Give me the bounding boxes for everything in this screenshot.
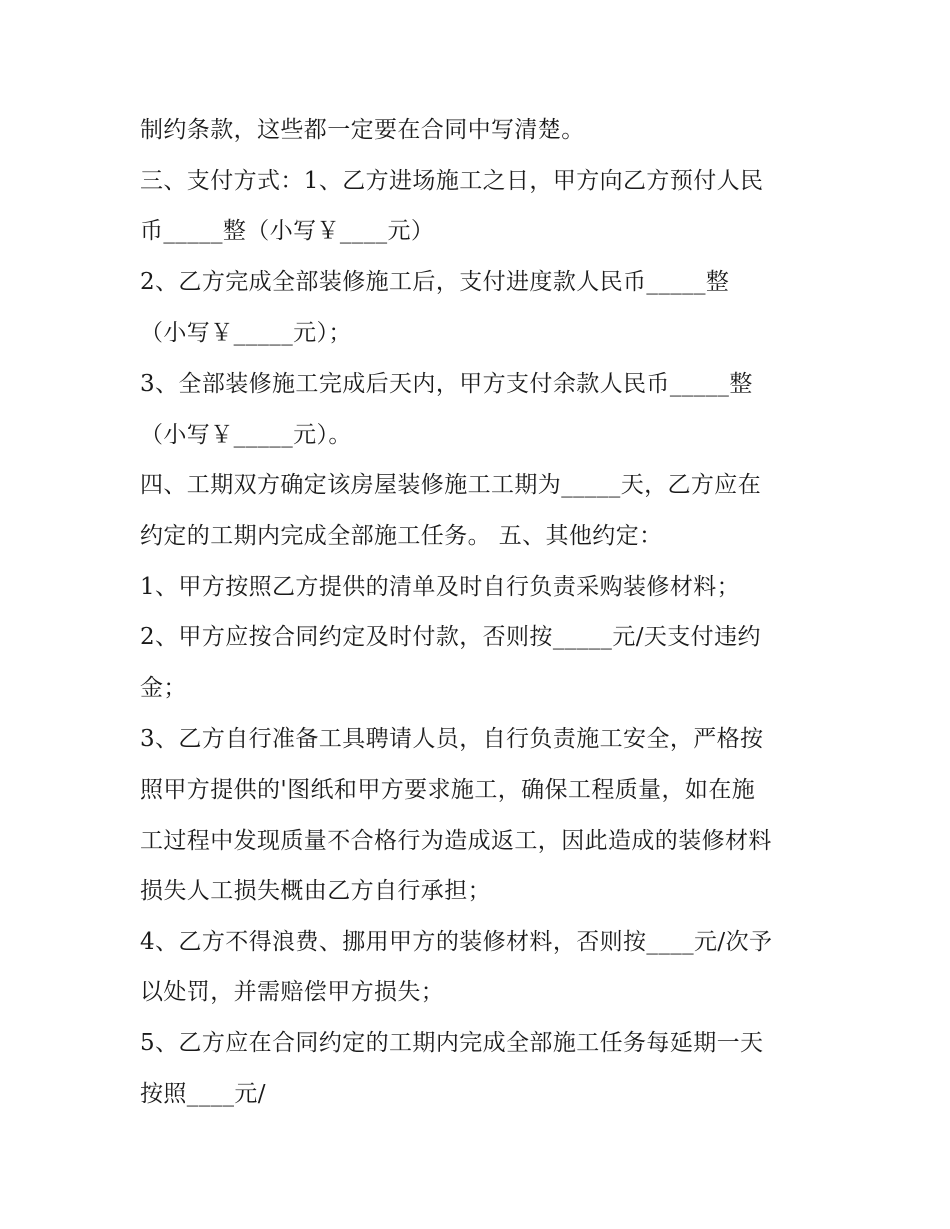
text-line: 四、工期双方确定该房屋装修施工工期为_____天，乙方应在 — [140, 472, 762, 498]
text-line: 1、甲方按照乙方提供的清单及时自行负责采购装修材料； — [140, 574, 741, 600]
text-line: 制约条款，这些都一定要在合同中写清楚。 — [140, 117, 585, 143]
text-line: 币_____整（小写￥____元） — [140, 218, 435, 244]
text-line: 约定的工期内完成全部施工任务。 五、其他约定： — [140, 523, 663, 549]
text-line: 工过程中发现质量不合格行为造成返工，因此造成的装修材料 — [140, 828, 772, 854]
text-line: 以处罚，并需赔偿甲方损失； — [140, 979, 445, 1005]
text-line: （小写￥_____元）。 — [140, 422, 352, 448]
text-line: 2、乙方完成全部装修施工后，支付进度款人民币_____整 — [140, 269, 730, 295]
text-line: 2、甲方应按合同约定及时付款，否则按_____元/天支付违约 — [140, 624, 761, 650]
text-line: 5、乙方应在合同约定的工期内完成全部施工任务每延期一天 — [140, 1030, 764, 1056]
text-line: 损失人工损失概由乙方自行承担； — [140, 878, 491, 904]
text-line: 金； — [140, 675, 187, 701]
text-line: 三、支付方式：1、乙方进场施工之日，甲方向乙方预付人民 — [140, 168, 764, 194]
text-line: 按照____元/ — [140, 1081, 266, 1107]
text-line: 4、乙方不得浪费、挪用甲方的装修材料，否则按____元/次予 — [140, 929, 773, 955]
text-line: 3、全部装修施工完成后天内，甲方支付余款人民币_____整 — [140, 371, 753, 397]
text-line: 照甲方提供的'图纸和甲方要求施工，确保工程质量，如在施 — [140, 777, 756, 803]
text-line: （小写￥_____元）； — [140, 320, 352, 346]
text-line: 3、乙方自行准备工具聘请人员，自行负责施工安全，严格按 — [140, 726, 764, 752]
